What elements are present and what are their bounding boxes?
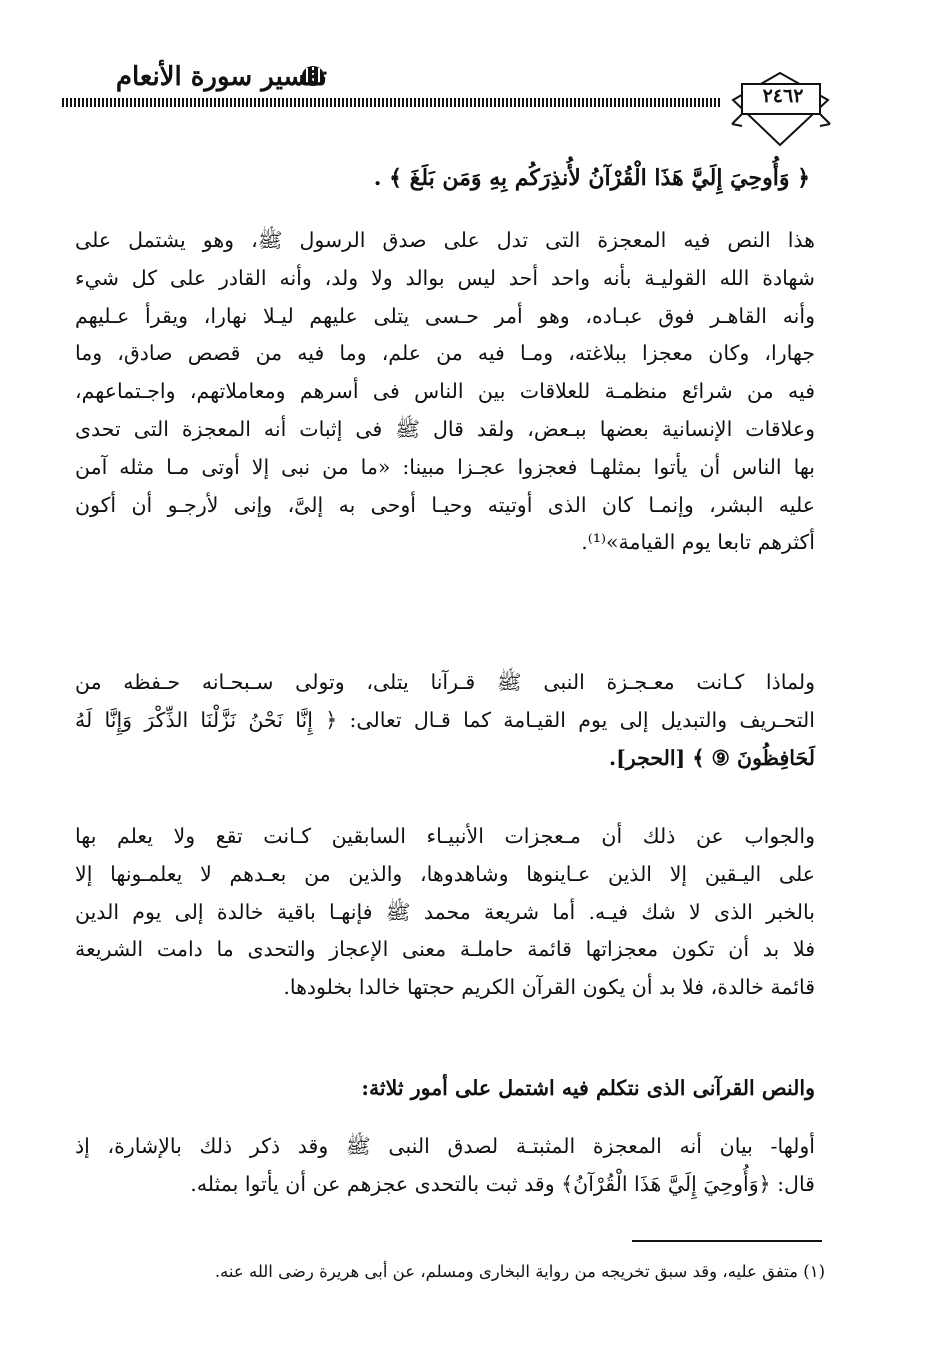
text-line: التحـريف والتبديل إلى يوم القيـامة كما قـال تعالى: ﴿ إِنَّا نَحْنُ نَزَّلْنَا الذِّكْرَ وَإِنَّا لَهُ bbox=[75, 707, 815, 732]
footnote: (١) متفق عليه، وقد سبق تخريجه من رواية البخارى ومسلم، عن أبى هريرة رضى الله عنه. bbox=[214, 1262, 825, 1281]
verse-paragraph bbox=[330, 160, 810, 198]
text-line: أولها- بيان أنه المعجزة المثبتـة لصدق النبى ﷺ وقد ذكر ذلك بالإشارة، إذ bbox=[75, 1134, 815, 1158]
text-line: فلا بد أن تكون معجزاتها قائمة حاملـة معنى الإعجاز والتحدى ما دامت الشريعة bbox=[75, 937, 815, 962]
text-line: جهارا، وكان معجزا ببلاغته، ومـا فيه من علم، وما فيه من قصص صادق، وما bbox=[75, 341, 815, 366]
text-line: على اليـقين إلا الذين عـاينوها وشاهدوها، والذين من بعـدهم لا يعلمـونها إلا bbox=[75, 861, 815, 886]
text-line: وعلاقات الإنسانية بعضها ببـعض، ولقد قال ﷺ فى إثبات أنه المعجزة التى تحدى bbox=[75, 416, 815, 441]
text-line: شهادة الله القوليـة بأنه واحد أحد ليس بوالد ولا ولد، وأنه القادر على كل شيء bbox=[75, 265, 815, 290]
text-line: لَحَافِظُونَ ⑨ ﴾ [الحجر]. bbox=[608, 745, 815, 770]
page-number-frame bbox=[728, 70, 833, 148]
paragraph-5 bbox=[75, 1128, 815, 1204]
text-line: هذا النص فيه المعجزة التى تدل على صدق الرسول ﷺ، وهو يشتمل على bbox=[75, 228, 815, 252]
text-line: فيه من شرائع منظمـة للعلاقات بين الناس فى أسرهم ومعاملاتهم، واجـتماعهم، bbox=[75, 379, 815, 404]
text-line: وأنه القاهـر فوق عبـاده، وهو أمر حـسى يتلى عليهم ليـلا نهارا، ويقرأ عـليهم bbox=[75, 303, 815, 328]
page-number: ٢٤٦٢ bbox=[762, 85, 804, 107]
running-title: تفسير سورة الأنعام bbox=[115, 62, 327, 92]
paragraph-1 bbox=[75, 222, 815, 562]
section-heading-line: والنص القرآنى الذى نتكلم فيه اشتمل على أمور ثلاثة: bbox=[361, 1076, 815, 1100]
header-rule bbox=[62, 98, 722, 107]
text-line: عليه البشر، وإنمـا كان الذى أوتيته وحيـا أوحى به إلىَّ، وإنى لأرجـو أن أكون bbox=[75, 492, 815, 517]
text-line: قال: ﴿وَأُوحِيَ إِلَيَّ هَذَا الْقُرْآنُ﴾ وقد ثبت بالتحدى عجزهم عن أن يأتوا بمثله. bbox=[190, 1171, 815, 1196]
paragraph-2 bbox=[75, 664, 815, 777]
paragraph-4 bbox=[75, 1070, 815, 1108]
text-line: ولماذا كـانت معـجـزة النبى ﷺ قـرآنا يتلى، وتولى سـبحـانه حـفظه من bbox=[75, 670, 815, 694]
paragraph-3 bbox=[75, 818, 815, 1007]
text-line: بالخبر الذى لا شك فيـه. أما شريعة محمد ﷺ فإنهـا باقية خالدة إلى يوم الدين bbox=[75, 899, 815, 924]
verse-line: ﴿ وَأُوحِيَ إِلَيَّ هَذَا الْقُرْآنُ لأُنذِرَكُم بِهِ وَمَن بَلَغَ ﴾ . bbox=[373, 165, 810, 191]
text-line: قائمة خالدة، فلا بد أن يكون القرآن الكريم حجتها خالدا بخلودها. bbox=[283, 975, 815, 1000]
text-line: والجواب عن ذلك أن مـعجزات الأنبيـاء السابقين كـانت تقع ولا يعلم بها bbox=[75, 824, 815, 848]
text-line: بها الناس أن يأتوا بمثلهـا فعجزوا عجـزا مبينا: «ما من نبى إلا أوتى مـا مثله آمن bbox=[75, 454, 815, 479]
footnote-rule bbox=[632, 1240, 822, 1242]
text-line: أكثرهم تابعا يوم القيامة»⁽¹⁾. bbox=[581, 530, 815, 555]
